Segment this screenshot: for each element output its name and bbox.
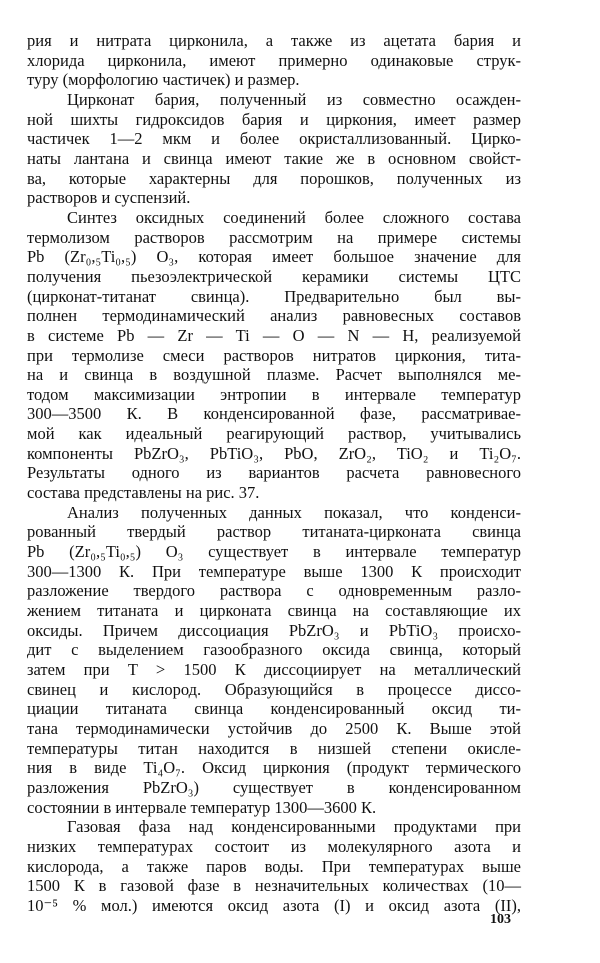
- text-line: Газовая фаза над конденсированными продуктами при: [67, 817, 521, 837]
- text-line: наты лантана и свинца имеют такие же в основном свойст-: [27, 148, 521, 168]
- text-line: тана термодинамически устойчив до 2500 К. Выше этой: [27, 718, 521, 738]
- text-line: (цирконат-титанат свинца). Предварительно был вы-: [27, 286, 521, 306]
- text-line: разложение твердого раствора с одновременным разло-: [27, 581, 521, 601]
- text-line: ва, которые характерны для порошков, полученных из: [27, 168, 521, 188]
- text-line: термолизом растворов рассмотрим на примере системы: [27, 227, 521, 247]
- text-line: на и свинца в воздушной плазме. Расчет выполнялся ме-: [27, 365, 521, 385]
- text-line: компоненты PbZrO₃, PbTiO₃, PbO, ZrO₂, TiO₂ и Ti₂O₇.: [27, 443, 521, 463]
- text-line: в системе Pb — Zr — Ti — O — N — H, реализуемой: [27, 325, 521, 345]
- text-line: 300—3500 К. В конденсированной фазе, рассматривае-: [27, 404, 521, 424]
- text-line: дит с выделением газообразного оксида свинца, который: [27, 640, 521, 660]
- text-line: ной шихты гидроксидов бария и циркония, имеет размер: [27, 109, 521, 129]
- text-line: получения пьезоэлектрической керамики системы ЦТС: [27, 266, 521, 286]
- text-line: Цирконат бария, полученный из совместно осажден-: [67, 89, 521, 109]
- text-line: туру (морфологию частичек) и размер.: [27, 70, 300, 90]
- text-line: низких температурах состоит из молекулярного азота и: [27, 836, 521, 856]
- text-line: Результаты одного из вариантов расчета равновесного: [27, 463, 521, 483]
- text-line: состоянии в интервале температур 1300—3600 К.: [27, 797, 377, 817]
- text-line: мой как идеальный реагирующий раствор, учитывались: [27, 424, 521, 444]
- text-line: затем при T > 1500 К диссоциирует на металлический: [27, 660, 521, 679]
- text-line: рованный твердый раствор титаната-цирконата свинца: [27, 522, 521, 542]
- text-line: 1500 К в газовой фазе в незначительных количествах (10—: [27, 876, 521, 896]
- text-line: кислорода, а также паров воды. При температурах выше: [27, 856, 521, 876]
- text-line: свинец и кислород. Образующийся в процессе диссо-: [27, 679, 521, 699]
- text-line: 300—1300 К. При температуре выше 1300 К происходит: [27, 561, 521, 581]
- text-line: температуры титан находится в низшей степени окисле-: [27, 738, 521, 758]
- text-line: рия и нитрата цирконила, а также из ацетата бария и: [27, 31, 521, 50]
- text-line: при термолизе смеси растворов нитратов циркония, тита-: [27, 345, 521, 365]
- text-line: разложения PbZrO₃) существует в конденсированном: [27, 777, 521, 797]
- text-line: растворов и суспензий.: [27, 188, 191, 208]
- text-line: Pb (Zr₀,₅Ti₀,₅) O₃ существует в интервале температур: [27, 542, 521, 562]
- text-line: ния в виде Ti₄O₇. Оксид циркония (продукт термического: [27, 758, 521, 778]
- text-line: частичек 1—2 мкм и более окристаллизованный. Цирко-: [27, 129, 521, 149]
- text-line: Анализ полученных данных показал, что конденси-: [67, 502, 521, 522]
- text-line: полнен термодинамический анализ равновесных составов: [27, 306, 521, 326]
- page-number: 103: [490, 912, 511, 927]
- text-line: состава представлены на рис. 37.: [27, 483, 260, 503]
- text-line: Pb (Zr₀,₅Ti₀,₅) O₃, которая имеет большое значение для: [27, 247, 521, 267]
- page-text: [27, 31, 521, 916]
- text-line: тодом максимизации энтропии в интервале температур: [27, 384, 521, 404]
- text-line: жением титаната и цирконата свинца на составляющие их: [27, 601, 521, 621]
- text-line: циации титаната свинца конденсированный оксид ти-: [27, 699, 521, 719]
- text-line: 10⁻⁵ % мол.) имеются оксид азота (I) и оксид азота (II),: [27, 895, 521, 915]
- text-line: оксиды. Причем диссоциация PbZrO₃ и PbTiO₃ происхо-: [27, 620, 521, 640]
- text-line: хлорида цирконила, имеют примерно одинаковые струк-: [27, 50, 521, 70]
- text-line: Синтез оксидных соединений более сложного состава: [67, 207, 521, 227]
